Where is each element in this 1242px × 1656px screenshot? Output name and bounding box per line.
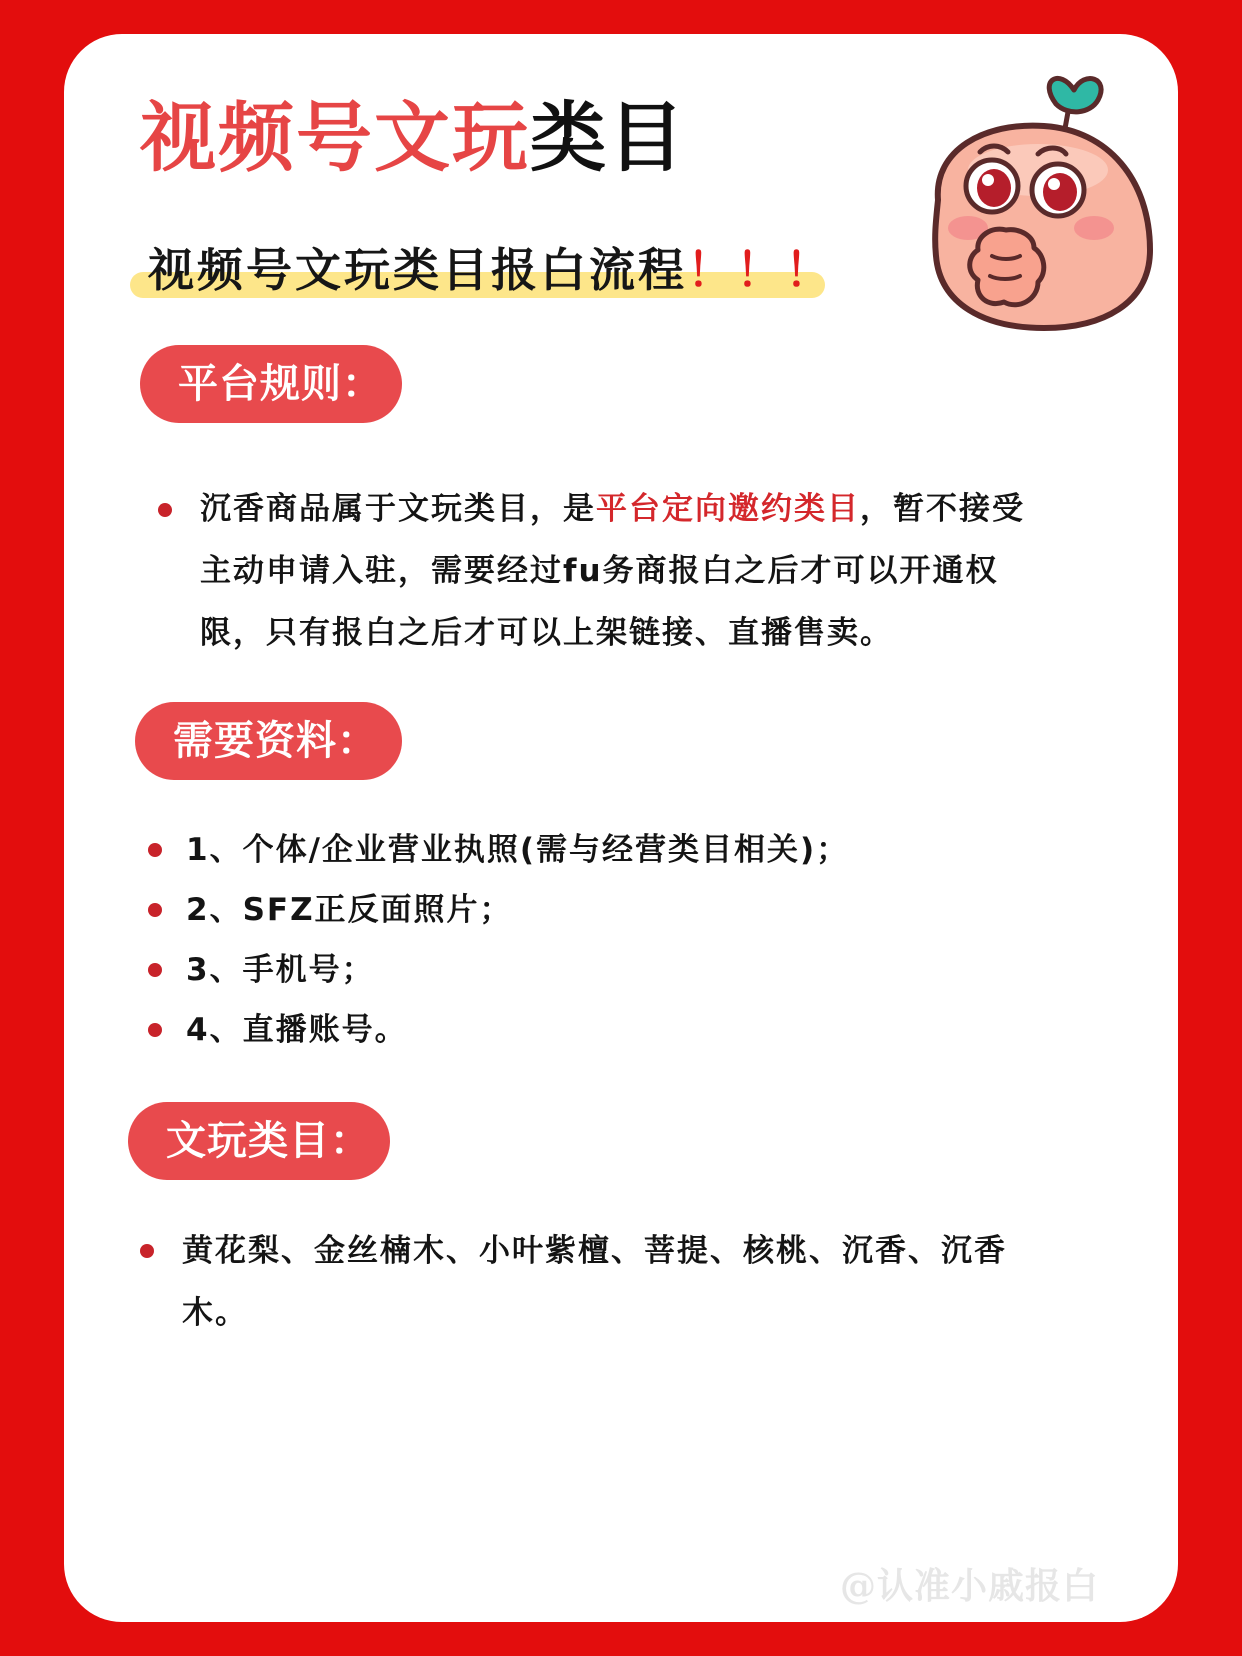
bullet-icon [158, 503, 172, 517]
rules-text-highlight: 平台定向邀约类目 [596, 491, 860, 527]
section-label-rules: 平台规则： [140, 345, 402, 423]
materials-item: 1、个体/企业营业执照(需与经营类目相关)； [186, 832, 850, 868]
bullet-icon [148, 843, 162, 857]
rules-text-before: 沉香商品属于文玩类目，是 [200, 491, 596, 527]
watermark: @认准小戚报白 [840, 1565, 1100, 1607]
subtitle [130, 238, 834, 302]
subtitle-text: 视频号文玩类目报白流程 [148, 243, 687, 297]
rules-text-after: ，暂不接受主动申请入驻，需要经过fu务商报白之后才可以开通权限，只有报白之后才可以上架链接、直播售卖。 [200, 491, 1025, 651]
section-label-materials: 需要资料： [135, 702, 402, 780]
bullet-icon [148, 1023, 162, 1037]
rules-paragraph [200, 478, 1030, 664]
section-label-categories: 文玩类目： [128, 1102, 390, 1180]
categories-paragraph: 黄花梨、金丝楠木、小叶紫檀、菩提、核桃、沉香、沉香木。 [182, 1233, 1007, 1331]
bullet-icon [140, 1244, 154, 1258]
peach-mascot-icon [888, 60, 1198, 360]
page-title-red: 视频号文玩 [140, 93, 530, 182]
page-title [140, 93, 686, 182]
bullet-icon [148, 903, 162, 917]
subtitle-exclamation: ！！！ [687, 243, 834, 297]
materials-item: 2、SFZ正反面照片； [186, 892, 513, 928]
materials-item: 4、直播账号。 [186, 1012, 408, 1048]
bullet-icon [148, 963, 162, 977]
page-title-black: 类目 [530, 93, 686, 182]
materials-item: 3、手机号； [186, 952, 375, 988]
